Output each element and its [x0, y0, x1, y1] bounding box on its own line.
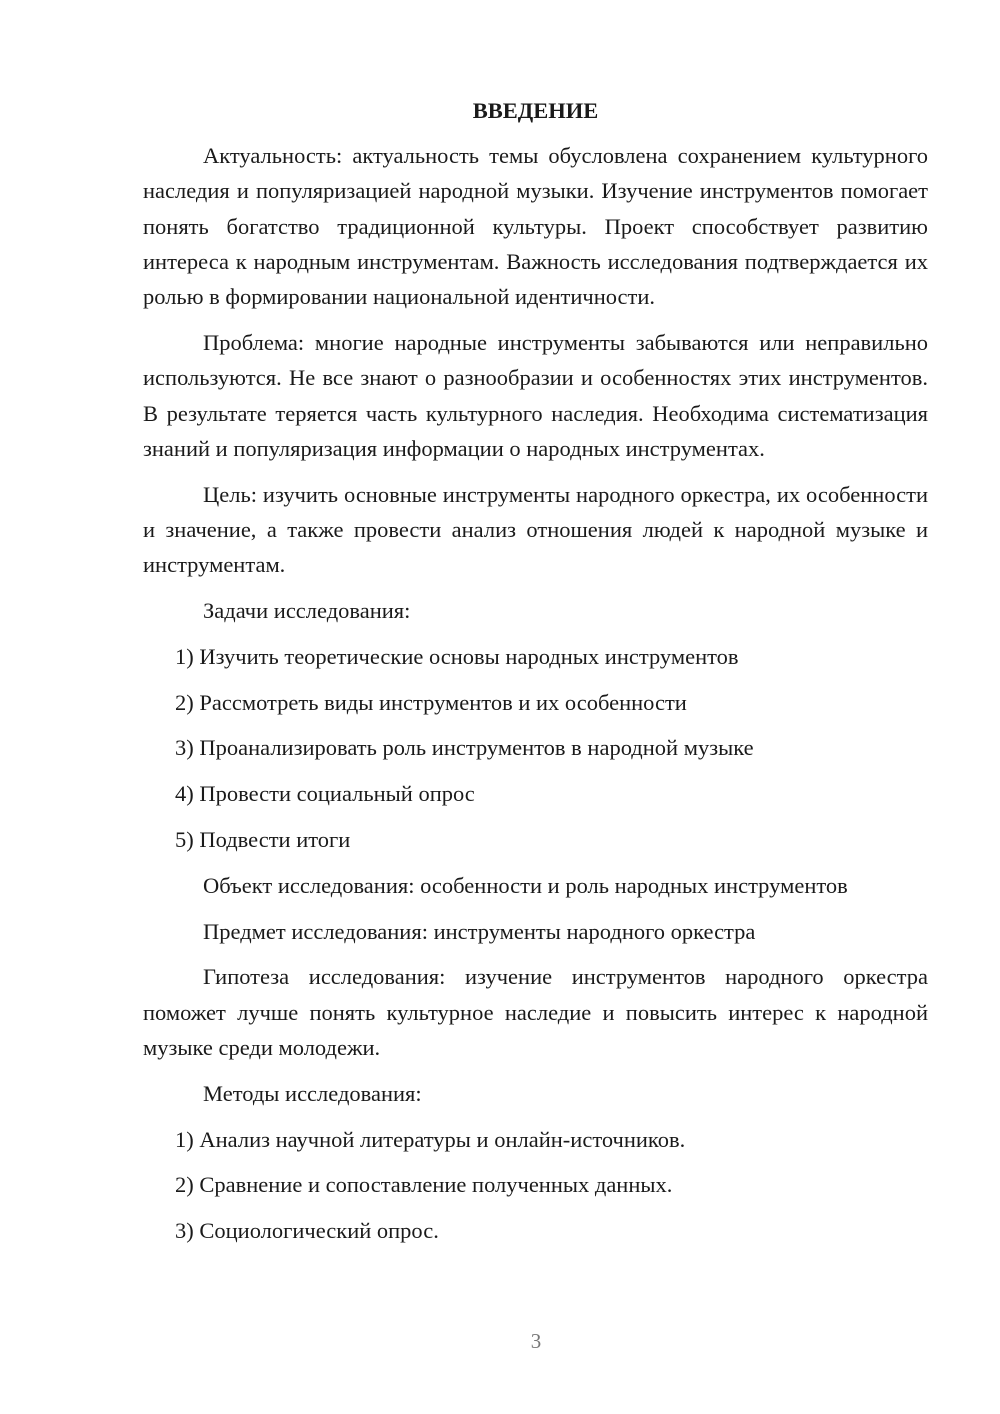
tasks-list [143, 639, 928, 857]
page-number: 3 [530, 1329, 542, 1353]
list-item: 2) Рассмотреть виды инструментов и их особенности [175, 689, 687, 715]
list-item: 2) Сравнение и сопоставление полученных данных. [175, 1172, 673, 1198]
hypothesis-paragraph: Гипотеза исследования: изучение инструментов народного оркестра поможет лучше понять культурное наследие и повысить интерес к народной музыке среди молодежи. [143, 964, 928, 1061]
methods-list [143, 1122, 928, 1249]
goal-paragraph: Цель: изучить основные инструменты народного оркестра, их особенности и значение, а также провести анализ отношения людей к народной музыке и инструментам. [143, 481, 928, 578]
page-content [143, 93, 928, 1259]
list-item: 5) Подвести итоги [175, 827, 351, 853]
object-line: Объект исследования: особенности и роль народных инструментов [203, 872, 848, 898]
subject-line: Предмет исследования: инструменты народного оркестра [203, 918, 756, 944]
methods-title: Методы исследования: [203, 1080, 422, 1106]
list-item: 3) Социологический опрос. [175, 1218, 439, 1244]
relevance-paragraph: Актуальность: актуальность темы обусловлена сохранением культурного наследия и популяризацией народной музыки. Изучение инструментов помогает понять богатство традиционной культуры. Проект способствует развитию интереса к народным инструментам. Важность исследования подтверждается их ролью в формировании национальной идентичности. [143, 143, 928, 310]
problem-paragraph: Проблема: многие народные инструменты забываются или неправильно используются. Не все знают о разнообразии и особенностях этих инструментов. В результате теряется часть культурного наследия. Необходима систематизация знаний и популяризация информации о народных инструментах. [143, 329, 928, 461]
tasks-title: Задачи исследования: [203, 598, 411, 624]
list-item: 3) Проанализировать роль инструментов в народной музыке [175, 735, 754, 761]
list-item: 4) Провести социальный опрос [175, 781, 475, 807]
list-item: 1) Изучить теоретические основы народных инструментов [175, 643, 739, 669]
section-heading: ВВЕДЕНИЕ [472, 98, 599, 123]
list-item: 1) Анализ научной литературы и онлайн-источников. [175, 1126, 686, 1152]
